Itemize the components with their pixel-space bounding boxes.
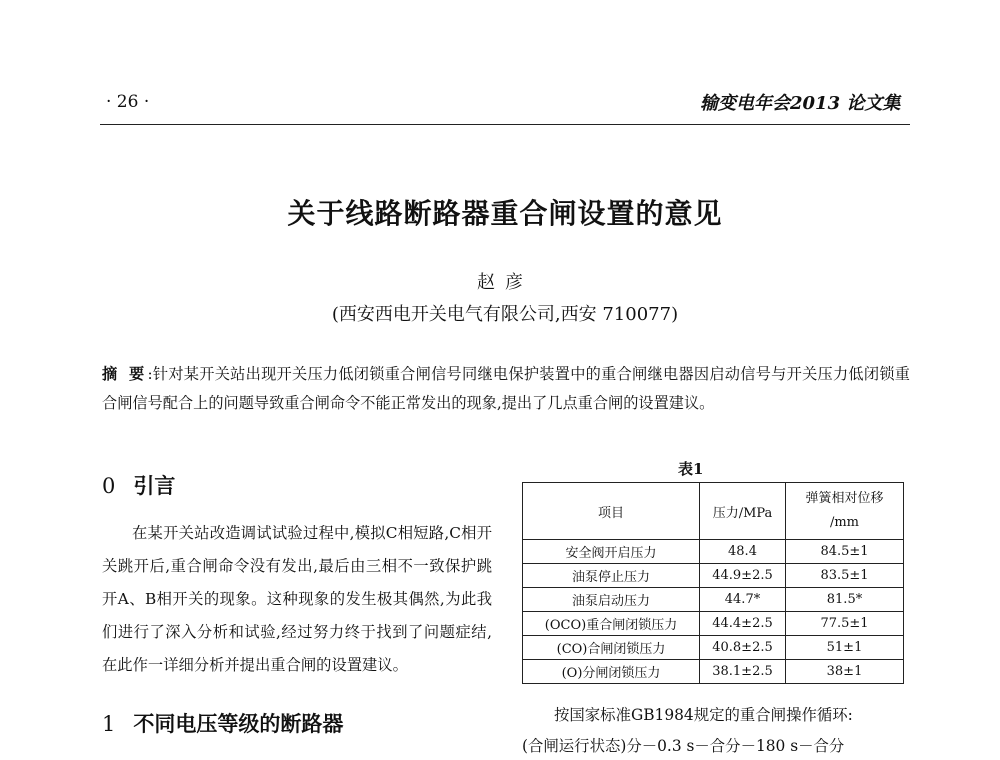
intro-paragraph: 在某开关站改造调试试验过程中,模拟C相短路,C相开关跳开后,重合闸命令没有发出,最后由三相不一致保护跳开A、B相开关的现象。这种现象的发生极其偶然,为此我们进行了深入分析和试验,经过努力终于找到了问题症结,在此作一详细分析并提出重合闸的设置建议。 — [102, 524, 492, 674]
section-heading-breakers — [102, 708, 343, 738]
table-header-row — [523, 483, 904, 540]
table-row — [523, 564, 904, 588]
gb1984-sentence: 按国家标准GB1984规定的重合闸操作循环: — [554, 706, 853, 724]
table-cell: 51±1 — [786, 636, 904, 660]
table-row — [523, 612, 904, 636]
table-cell: (OCO)重合闸闭锁压力 — [523, 612, 700, 636]
table-cell: (CO)合闸闭锁压力 — [523, 636, 700, 660]
table-cell: 安全阀开启压力 — [523, 540, 700, 564]
table-cell: 38±1 — [786, 660, 904, 684]
section-heading-introduction — [102, 470, 175, 500]
table-cell: 44.9±2.5 — [700, 564, 786, 588]
operation-cycle: (合闸运行状态)分－0.3 s－合分－180 s－合分 — [522, 737, 845, 755]
table-cell: 38.1±2.5 — [700, 660, 786, 684]
table-cell: 48.4 — [700, 540, 786, 564]
author-name: 赵彦 — [477, 272, 533, 293]
section-number: 0 — [102, 474, 116, 498]
table-header-cell — [786, 483, 904, 540]
table-cell: 40.8±2.5 — [700, 636, 786, 660]
table-caption: 表1 — [678, 460, 704, 478]
table-row — [523, 660, 904, 684]
section-title: 引言 — [133, 474, 176, 498]
table-cell: 油泵停止压力 — [523, 564, 700, 588]
pressure-table — [522, 482, 904, 684]
table-row — [523, 540, 904, 564]
article-title: 关于线路断路器重合闸设置的意见 — [287, 197, 723, 230]
table-cell: 84.5±1 — [786, 540, 904, 564]
section-title: 不同电压等级的断路器 — [133, 712, 344, 736]
table-cell: 油泵启动压力 — [523, 588, 700, 612]
section-number: 1 — [102, 712, 116, 736]
author-affiliation: (西安西电开关电气有限公司,西安 710077) — [331, 304, 679, 325]
header-rule — [100, 124, 910, 125]
table-header-cell: 项目 — [523, 483, 700, 540]
header-line: 弹簧相对位移 — [805, 491, 884, 506]
abstract-text: :针对某开关站出现开关压力低闭锁重合闸信号同继电保护装置中的重合闸继电器因启动信号与开关压力低闭锁重合闸信号配合上的问题导致重合闸命令不能正常发出的现象,提出了几点重合闸的设置建议。 — [102, 365, 910, 412]
table-cell: 77.5±1 — [786, 612, 904, 636]
table-cell: 81.5* — [786, 588, 904, 612]
table-row — [523, 588, 904, 612]
table-cell: 83.5±1 — [786, 564, 904, 588]
header-line: /mm — [829, 515, 860, 530]
journal-title: 输变电年会2013 论文集 — [700, 93, 901, 114]
table-header-cell: 压力/MPa — [700, 483, 786, 540]
table-cell: (O)分闸闭锁压力 — [523, 660, 700, 684]
table-cell: 44.4±2.5 — [700, 612, 786, 636]
abstract — [102, 360, 910, 418]
page-number: · 26 · — [106, 92, 150, 112]
table-row — [523, 636, 904, 660]
abstract-label: 摘 要 — [102, 365, 148, 383]
table-cell: 44.7* — [700, 588, 786, 612]
